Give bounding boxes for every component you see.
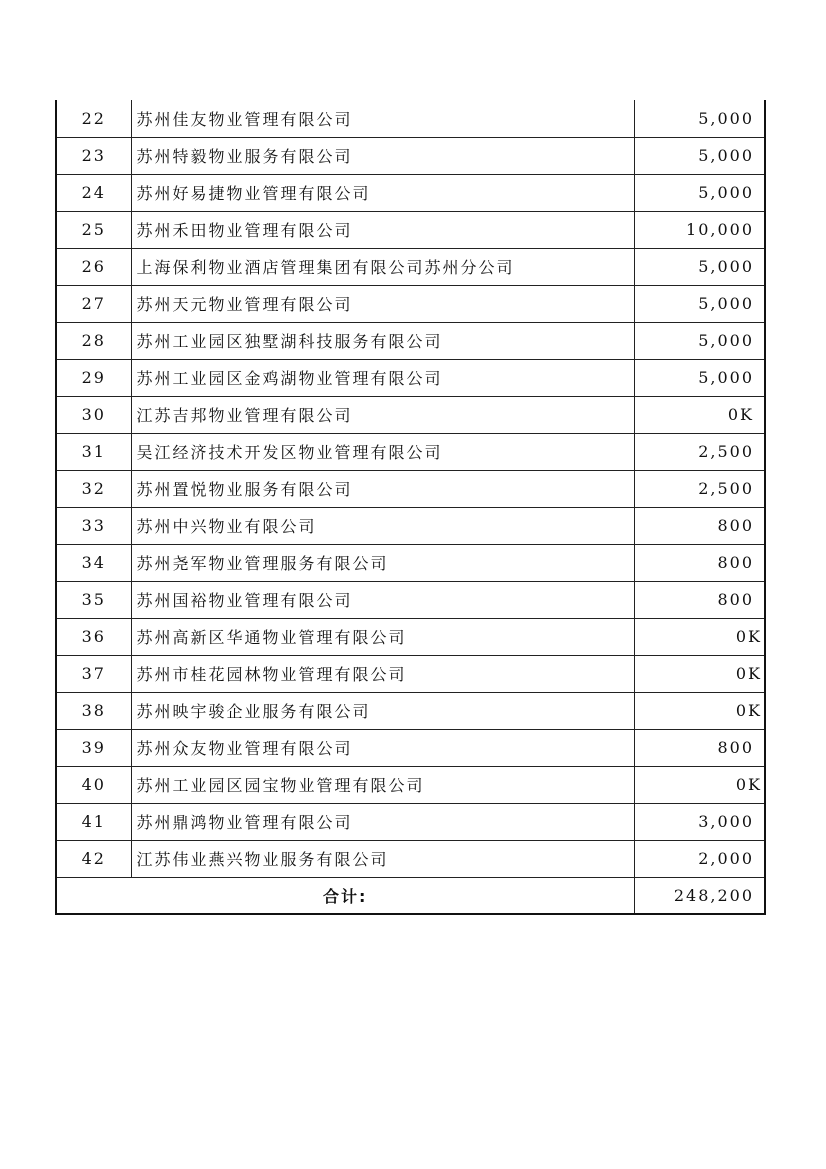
row-number: 40 [56, 766, 131, 803]
row-number: 37 [56, 655, 131, 692]
row-number: 26 [56, 248, 131, 285]
table-row [56, 803, 765, 840]
table-row [56, 692, 765, 729]
company-name: 苏州鼎鸿物业管理有限公司 [131, 803, 634, 840]
amount: 0K [634, 692, 765, 729]
row-number: 36 [56, 618, 131, 655]
company-name: 江苏吉邦物业管理有限公司 [131, 396, 634, 433]
row-number: 23 [56, 137, 131, 174]
amount: 3,000 [634, 803, 765, 840]
amount: 10,000 [634, 211, 765, 248]
table-row [56, 581, 765, 618]
amount: 800 [634, 729, 765, 766]
company-name: 苏州众友物业管理有限公司 [131, 729, 634, 766]
row-number: 24 [56, 174, 131, 211]
table-row [56, 100, 765, 137]
table-row [56, 544, 765, 581]
amount: 0K [634, 396, 765, 433]
company-name: 吴江经济技术开发区物业管理有限公司 [131, 433, 634, 470]
row-number: 22 [56, 100, 131, 137]
amount: 2,500 [634, 470, 765, 507]
table-row [56, 396, 765, 433]
row-number: 25 [56, 211, 131, 248]
row-number: 41 [56, 803, 131, 840]
row-number: 28 [56, 322, 131, 359]
row-number: 39 [56, 729, 131, 766]
amount: 0K [634, 766, 765, 803]
row-number: 35 [56, 581, 131, 618]
company-name: 苏州工业园区金鸡湖物业管理有限公司 [131, 359, 634, 396]
table-row [56, 433, 765, 470]
company-name: 苏州好易捷物业管理有限公司 [131, 174, 634, 211]
company-name: 苏州置悦物业服务有限公司 [131, 470, 634, 507]
table-row [56, 174, 765, 211]
company-name: 苏州市桂花园林物业管理有限公司 [131, 655, 634, 692]
company-name: 苏州工业园区独墅湖科技服务有限公司 [131, 322, 634, 359]
table-row [56, 137, 765, 174]
table-row [56, 766, 765, 803]
table-row [56, 248, 765, 285]
row-number: 33 [56, 507, 131, 544]
company-name: 苏州尧军物业管理服务有限公司 [131, 544, 634, 581]
donation-table [55, 100, 766, 915]
amount: 5,000 [634, 322, 765, 359]
amount: 5,000 [634, 137, 765, 174]
table-row [56, 285, 765, 322]
amount: 5,000 [634, 285, 765, 322]
amount: 800 [634, 507, 765, 544]
company-name: 苏州特毅物业服务有限公司 [131, 137, 634, 174]
row-number: 34 [56, 544, 131, 581]
company-name: 苏州天元物业管理有限公司 [131, 285, 634, 322]
company-name: 上海保利物业酒店管理集团有限公司苏州分公司 [131, 248, 634, 285]
company-name: 苏州高新区华通物业管理有限公司 [131, 618, 634, 655]
row-number: 30 [56, 396, 131, 433]
table-row [56, 840, 765, 877]
company-name: 苏州中兴物业有限公司 [131, 507, 634, 544]
company-name: 苏州映宇骏企业服务有限公司 [131, 692, 634, 729]
table-row [56, 359, 765, 396]
total-amount: 248,200 [634, 877, 765, 914]
company-name: 苏州佳友物业管理有限公司 [131, 100, 634, 137]
table-row [56, 470, 765, 507]
row-number: 27 [56, 285, 131, 322]
amount: 2,500 [634, 433, 765, 470]
row-number: 29 [56, 359, 131, 396]
amount: 5,000 [634, 100, 765, 137]
amount: 800 [634, 544, 765, 581]
row-number: 32 [56, 470, 131, 507]
amount: 800 [634, 581, 765, 618]
company-name: 苏州工业园区园宝物业管理有限公司 [131, 766, 634, 803]
amount: 0K [634, 618, 765, 655]
amount: 0K [634, 655, 765, 692]
table-row [56, 211, 765, 248]
table-row [56, 729, 765, 766]
row-number: 31 [56, 433, 131, 470]
company-name: 江苏伟业燕兴物业服务有限公司 [131, 840, 634, 877]
amount: 2,000 [634, 840, 765, 877]
amount: 5,000 [634, 359, 765, 396]
row-number: 42 [56, 840, 131, 877]
total-label: 合计: [56, 877, 634, 914]
company-name: 苏州禾田物业管理有限公司 [131, 211, 634, 248]
table-row [56, 618, 765, 655]
company-name: 苏州国裕物业管理有限公司 [131, 581, 634, 618]
table-row [56, 655, 765, 692]
amount: 5,000 [634, 174, 765, 211]
row-number: 38 [56, 692, 131, 729]
amount: 5,000 [634, 248, 765, 285]
table-row [56, 322, 765, 359]
total-row [56, 877, 765, 914]
table-row [56, 507, 765, 544]
